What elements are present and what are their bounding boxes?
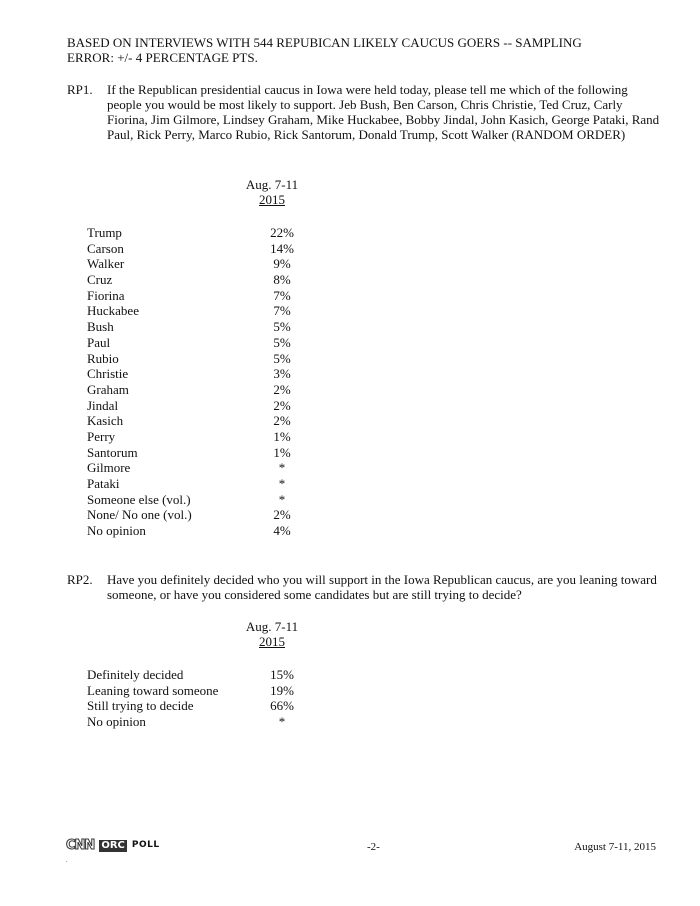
row-value: 2% — [273, 397, 291, 413]
table-row — [87, 398, 307, 414]
row-label: Bush — [87, 319, 114, 335]
row-label: Still trying to decide — [87, 698, 194, 714]
row-value: 5% — [273, 319, 291, 335]
column-header-rp2 — [245, 619, 299, 649]
table-row — [87, 272, 307, 288]
row-value: 7% — [273, 287, 291, 303]
row-label: Kasich — [87, 413, 124, 429]
row-label: Cruz — [87, 272, 113, 288]
page-number: -2- — [367, 841, 380, 853]
row-label: Carson — [87, 240, 124, 256]
row-value: 1% — [273, 444, 291, 460]
row-value: 8% — [273, 272, 291, 288]
table-row — [87, 225, 307, 241]
footer-date: August 7-11, 2015 — [574, 841, 656, 853]
table-row — [87, 288, 307, 304]
header-line-2: ERROR: +/- 4 PERCENTAGE PTS. — [67, 50, 258, 65]
row-value: 1% — [273, 428, 291, 444]
row-value: 66% — [270, 698, 294, 714]
orc-logo-text: ORC — [101, 839, 125, 851]
page-footer — [0, 838, 700, 864]
row-label: Perry — [87, 428, 116, 444]
row-label: No opinion — [87, 523, 146, 539]
row-value: 22% — [270, 225, 294, 240]
row-value: 4% — [273, 523, 291, 539]
row-value: 5% — [273, 334, 291, 350]
sampling-header — [67, 35, 657, 65]
question-rp1 — [67, 82, 667, 142]
row-label: Paul — [87, 334, 111, 350]
table-row — [87, 445, 307, 461]
column-year: 2015 — [259, 634, 285, 649]
row-value: 2% — [273, 507, 291, 523]
row-label: Definitely decided — [87, 667, 184, 682]
row-label: Trump — [87, 225, 122, 240]
question-text: Have you definitely decided who you will support in the Iowa Republican caucus, are you leaning toward someone, or have you considered some candidates but are still trying to decide? — [107, 572, 657, 602]
row-value: 5% — [273, 350, 291, 366]
row-label: Huckabee — [87, 303, 139, 319]
row-label: No opinion — [87, 714, 146, 730]
table-row — [87, 714, 307, 730]
column-date: Aug. 7-11 — [245, 177, 299, 192]
row-value: * — [278, 491, 286, 507]
row-value: 3% — [273, 366, 291, 382]
row-value: * — [278, 476, 286, 491]
table-row — [87, 523, 307, 539]
table-row — [87, 492, 307, 508]
question-text: If the Republican presidential caucus in Iowa were held today, please tell me which of the following people you would be most likely to support. Jeb Bush, Ben Carson, Chris Christie, Ted Cruz, Carly Fiorina, Jim Gilmore, Lindsey Graham, Mike Huckabee, Bobby Jindal, John Kasich, George Pataki, Rand Paul, Rick Perry, Marco Rubio, Rick Santorum, Donald Trump, Scott Walker (RANDOM ORDER) — [107, 82, 660, 142]
table-row — [87, 429, 307, 445]
question-rp2 — [67, 572, 667, 602]
row-value: 2% — [273, 381, 291, 397]
row-label: None/ No one (vol.) — [87, 507, 192, 523]
table-row — [87, 507, 307, 523]
cnn-logo-text: CNN — [66, 838, 95, 853]
row-value: 9% — [273, 256, 291, 272]
cnn-orc-poll-logo — [66, 838, 160, 853]
table-row — [87, 476, 307, 492]
row-value: 2% — [273, 413, 291, 429]
row-label: Pataki — [87, 476, 120, 491]
row-value: 15% — [270, 667, 294, 682]
table-row — [87, 256, 307, 272]
row-label: Someone else (vol.) — [87, 491, 191, 507]
table-row — [87, 319, 307, 335]
poll-logo-text: POLL — [131, 840, 160, 850]
row-label: Graham — [87, 381, 129, 397]
table-row — [87, 351, 307, 367]
results-table-rp2 — [87, 667, 307, 730]
table-row — [87, 667, 307, 683]
row-label: Leaning toward someone — [87, 682, 219, 698]
footer-dot: . — [66, 858, 68, 864]
row-label: Christie — [87, 366, 129, 382]
row-value: * — [278, 460, 286, 476]
row-value: 7% — [273, 303, 291, 319]
row-label: Jindal — [87, 397, 119, 413]
table-row — [87, 335, 307, 351]
table-row — [87, 460, 307, 476]
row-label: Santorum — [87, 444, 138, 460]
table-row — [87, 241, 307, 257]
row-value: * — [278, 714, 286, 730]
column-year: 2015 — [259, 192, 285, 207]
table-row — [87, 698, 307, 714]
question-number: RP1. — [67, 82, 93, 97]
row-value: 19% — [270, 682, 294, 698]
row-label: Fiorina — [87, 287, 125, 303]
table-row — [87, 413, 307, 429]
row-value: 14% — [270, 240, 294, 256]
table-row — [87, 683, 307, 699]
table-row — [87, 366, 307, 382]
row-label: Walker — [87, 256, 125, 272]
row-label: Rubio — [87, 350, 119, 366]
row-label: Gilmore — [87, 460, 131, 476]
results-table-rp1 — [87, 225, 307, 539]
table-row — [87, 303, 307, 319]
question-number: RP2. — [67, 572, 93, 587]
header-line-1: BASED ON INTERVIEWS WITH 544 REPUBICAN LIKELY CAUCUS GOERS -- SAMPLING — [67, 35, 582, 50]
column-date: Aug. 7-11 — [245, 619, 299, 634]
table-row — [87, 382, 307, 398]
column-header-rp1 — [245, 177, 299, 207]
